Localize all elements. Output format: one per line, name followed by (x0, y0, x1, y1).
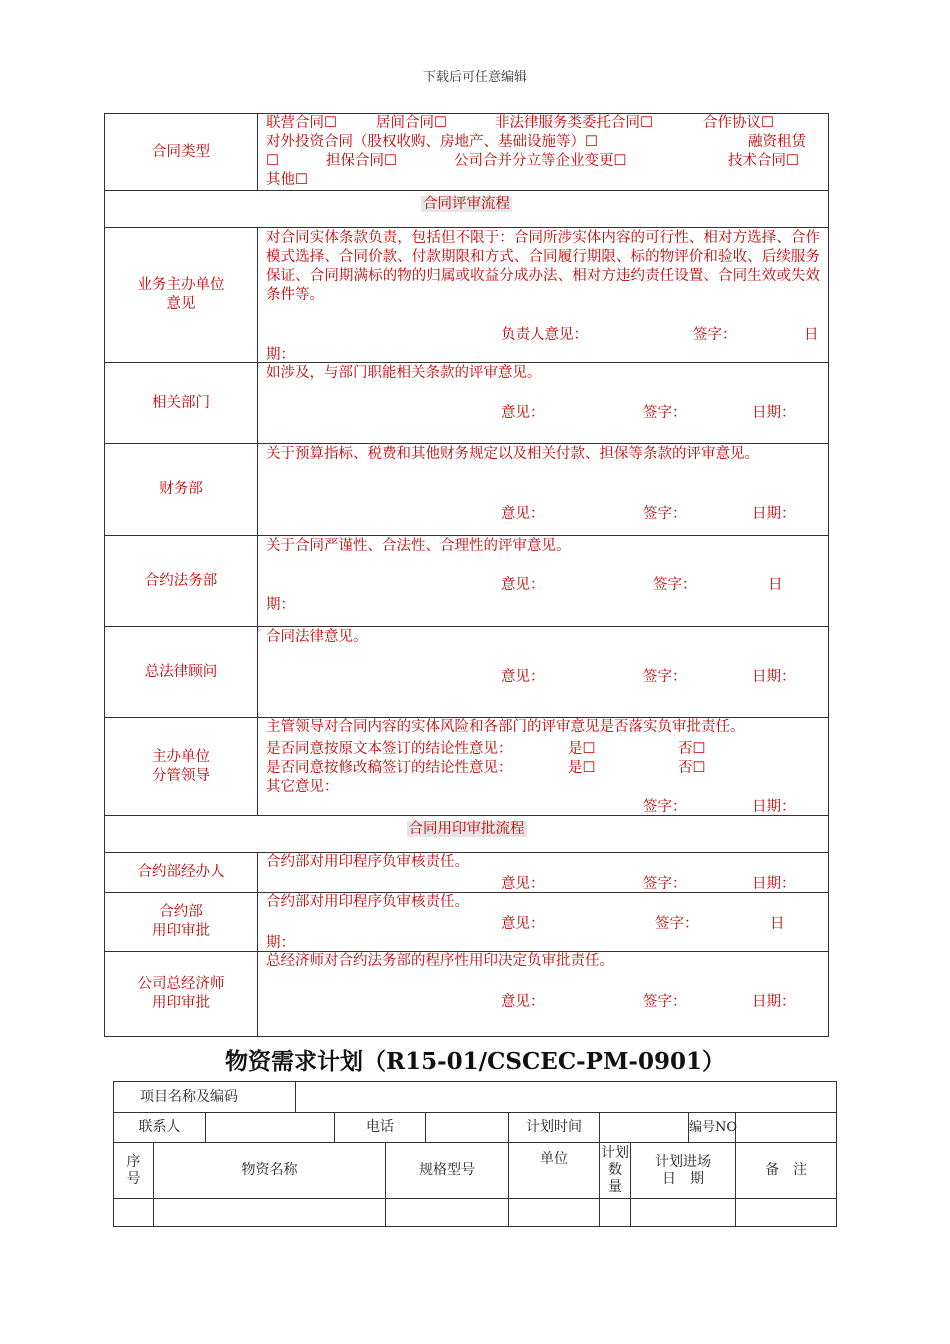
leader-label: 主办单位 分管领导 (105, 718, 258, 816)
handler-row (105, 853, 829, 893)
counsel-opinion[interactable]: 意见： (501, 669, 545, 685)
contract-type-row (105, 114, 829, 191)
option-merger[interactable]: 公司合并分立等企业变更☐ (454, 153, 627, 169)
contract-review-table (104, 113, 829, 1037)
business-label: 业务主办单位 意见 (105, 228, 258, 363)
counsel-sign[interactable]: 签字： (643, 669, 687, 685)
related-label: 相关部门 (105, 363, 258, 444)
economist-row (105, 952, 829, 1037)
counsel-date[interactable]: 日期： (752, 669, 796, 685)
leader-q2-yes[interactable]: 是☐ (568, 760, 596, 776)
finance-date[interactable]: 日期： (752, 506, 796, 522)
finance-desc: 关于预算指标、税费和其他财务规定以及相关付款、担保等条款的评审意见。 (266, 446, 759, 462)
related-opinion[interactable]: 意见： (501, 405, 545, 421)
economist-date[interactable]: 日期： (752, 994, 796, 1010)
legal-label: 合约法务部 (105, 536, 258, 627)
table-row (114, 1199, 837, 1227)
legal-sign[interactable]: 签字： (653, 577, 697, 593)
leader-row (105, 718, 829, 816)
col-seq: 序 号 (114, 1143, 154, 1199)
column-header-row (114, 1143, 837, 1199)
handler-opinion[interactable]: 意见： (501, 876, 545, 892)
option-other[interactable]: 其他☐ (266, 172, 308, 188)
plan-time-label: 计划时间 (509, 1113, 600, 1143)
project-label: 项目名称及编码 (114, 1082, 296, 1113)
legal-row: 合约法务部 关于合同严谨性、合法性、合理性的评审意见。 意见： 签字： 日 期： (105, 536, 829, 627)
related-dept-row (105, 363, 829, 444)
leader-date[interactable]: 日期： (752, 799, 796, 815)
plan-title: 物资需求计划（R15-01/CSCEC-PM-0901） (225, 1048, 725, 1075)
cell-unit[interactable] (509, 1199, 600, 1227)
phone-label: 电话 (335, 1113, 426, 1143)
option-non-legal-service[interactable]: 非法律服务类委托合同☐ (495, 115, 653, 131)
finance-sign[interactable]: 签字： (643, 506, 687, 522)
contact-row (114, 1113, 837, 1143)
option-guarantee[interactable]: 担保合同☐ (326, 153, 397, 169)
seal-dept-row: 合约部 用印审批 合约部对用印程序负审核责任。 意见： 签字： 日 期： (105, 893, 829, 952)
handler-sign[interactable]: 签字： (643, 876, 687, 892)
option-finance-lease-checkbox[interactable]: ☐ (266, 153, 279, 169)
option-cooperation[interactable]: 合作协议☐ (703, 115, 774, 131)
finance-label: 财务部 (105, 444, 258, 536)
related-date[interactable]: 日期： (752, 405, 796, 421)
legal-date[interactable]: 日 (768, 577, 783, 593)
leader-q2-no[interactable]: 否☐ (678, 760, 706, 776)
project-value-cell[interactable] (296, 1082, 837, 1113)
economist-sign[interactable]: 签字： (643, 994, 687, 1010)
legal-desc: 关于合同严谨性、合法性、合理性的评审意见。 (266, 538, 571, 554)
cell-date[interactable] (631, 1199, 736, 1227)
col-name: 物资名称 (154, 1143, 386, 1199)
seal-dept-desc: 合约部对用印程序负审核责任。 (266, 894, 469, 910)
col-unit: 单位 (509, 1143, 600, 1199)
col-spec: 规格型号 (386, 1143, 509, 1199)
business-sign[interactable]: 签字： (693, 327, 737, 343)
cell-name[interactable] (154, 1199, 386, 1227)
number-label: 编号NO (689, 1113, 736, 1143)
option-finance-lease[interactable]: 融资租赁 (748, 134, 806, 150)
contact-label: 联系人 (114, 1113, 206, 1143)
number-value-cell[interactable] (736, 1113, 837, 1143)
cell-spec[interactable] (386, 1199, 509, 1227)
seal-dept-date[interactable]: 日 (770, 916, 785, 932)
plan-time-value-cell[interactable] (600, 1113, 689, 1143)
handler-date[interactable]: 日期： (752, 876, 796, 892)
leader-sign[interactable]: 签字： (643, 799, 687, 815)
business-opinion[interactable]: 负责人意见： (501, 327, 588, 343)
business-opinion-row: 业务主办单位 意见 对合同实体条款负责，包括但不限于：合同所涉实体内容的可行性、相对方选择、合作模式选择、合同价款、付款期限和方式、合同履行期限、标的物评价和验收、后续服务保证、合同期满标的物的归属或收益分成办法、相对方违约责任设置、合同生效或失效条件等。 负责人意见： 签字： 日 期： (105, 228, 829, 363)
col-qty: 计划数 量 (600, 1143, 631, 1199)
col-date: 计划进场 日 期 (631, 1143, 736, 1199)
option-intermediary[interactable]: 居间合同☐ (376, 115, 447, 131)
leader-q1-yes[interactable]: 是☐ (568, 741, 596, 757)
finance-opinion[interactable]: 意见： (501, 506, 545, 522)
cell-seq[interactable] (114, 1199, 154, 1227)
section-review-row (105, 191, 829, 228)
seal-dept-opinion[interactable]: 意见： (501, 916, 545, 932)
economist-desc: 总经济师对合约法务部的程序性用印决定负审批责任。 (266, 953, 614, 969)
contract-type-label: 合同类型 (105, 114, 258, 191)
section-seal-title: 合同用印审批流程 (408, 821, 525, 837)
header-note: 下载后可任意编辑 (422, 70, 527, 85)
project-row (114, 1082, 837, 1113)
section-seal-row (105, 816, 829, 853)
contract-type-options (258, 114, 829, 191)
cell-qty[interactable] (600, 1199, 631, 1227)
counsel-row (105, 627, 829, 718)
economist-opinion[interactable]: 意见： (501, 994, 545, 1010)
seal-dept-sign[interactable]: 签字： (655, 916, 699, 932)
related-desc: 如涉及，与部门职能相关条款的评审意见。 (266, 365, 542, 381)
leader-other[interactable]: 其它意见： (266, 779, 339, 795)
option-foreign-investment[interactable]: 对外投资合同（股权收购、房地产、基础设施等）☐ (266, 134, 598, 150)
material-plan-table (113, 1081, 837, 1227)
economist-label: 公司总经济师 用印审批 (105, 952, 258, 1037)
leader-desc: 主管领导对合同内容的实体风险和各部门的评审意见是否落实负审批责任。 (266, 719, 745, 735)
leader-q2: 是否同意按修改稿签订的结论性意见： (266, 760, 513, 776)
business-desc: 对合同实体条款负责，包括但不限于：合同所涉实体内容的可行性、相对方选择、合作模式选择、合同价款、付款期限和方式、合同履行期限、标的物评价和验收、后续服务保证、合同期满标的物的归属或收益分成办法、相对方违约责任设置、合同生效或失效条件等。 (266, 230, 820, 303)
related-sign[interactable]: 签字： (643, 405, 687, 421)
contact-value-cell[interactable] (206, 1113, 335, 1143)
col-remark: 备 注 (736, 1143, 837, 1199)
counsel-label: 总法律顾问 (105, 627, 258, 718)
phone-value-cell[interactable] (426, 1113, 509, 1143)
finance-row (105, 444, 829, 536)
leader-q1-no[interactable]: 否☐ (678, 741, 706, 757)
option-technology[interactable]: 技术合同☐ (728, 153, 799, 169)
option-joint-venture[interactable]: 联营合同☐ (266, 115, 337, 131)
handler-label: 合约部经办人 (105, 853, 258, 893)
handler-desc: 合约部对用印程序负审核责任。 (266, 854, 469, 870)
leader-q1: 是否同意按原文本签订的结论性意见： (266, 741, 513, 757)
section-review-title: 合同评审流程 (423, 196, 510, 212)
legal-opinion[interactable]: 意见： (501, 577, 545, 593)
seal-dept-label: 合约部 用印审批 (105, 893, 258, 952)
business-date[interactable]: 日 (804, 327, 819, 343)
cell-remark[interactable] (736, 1199, 837, 1227)
counsel-desc: 合同法律意见。 (266, 629, 368, 645)
